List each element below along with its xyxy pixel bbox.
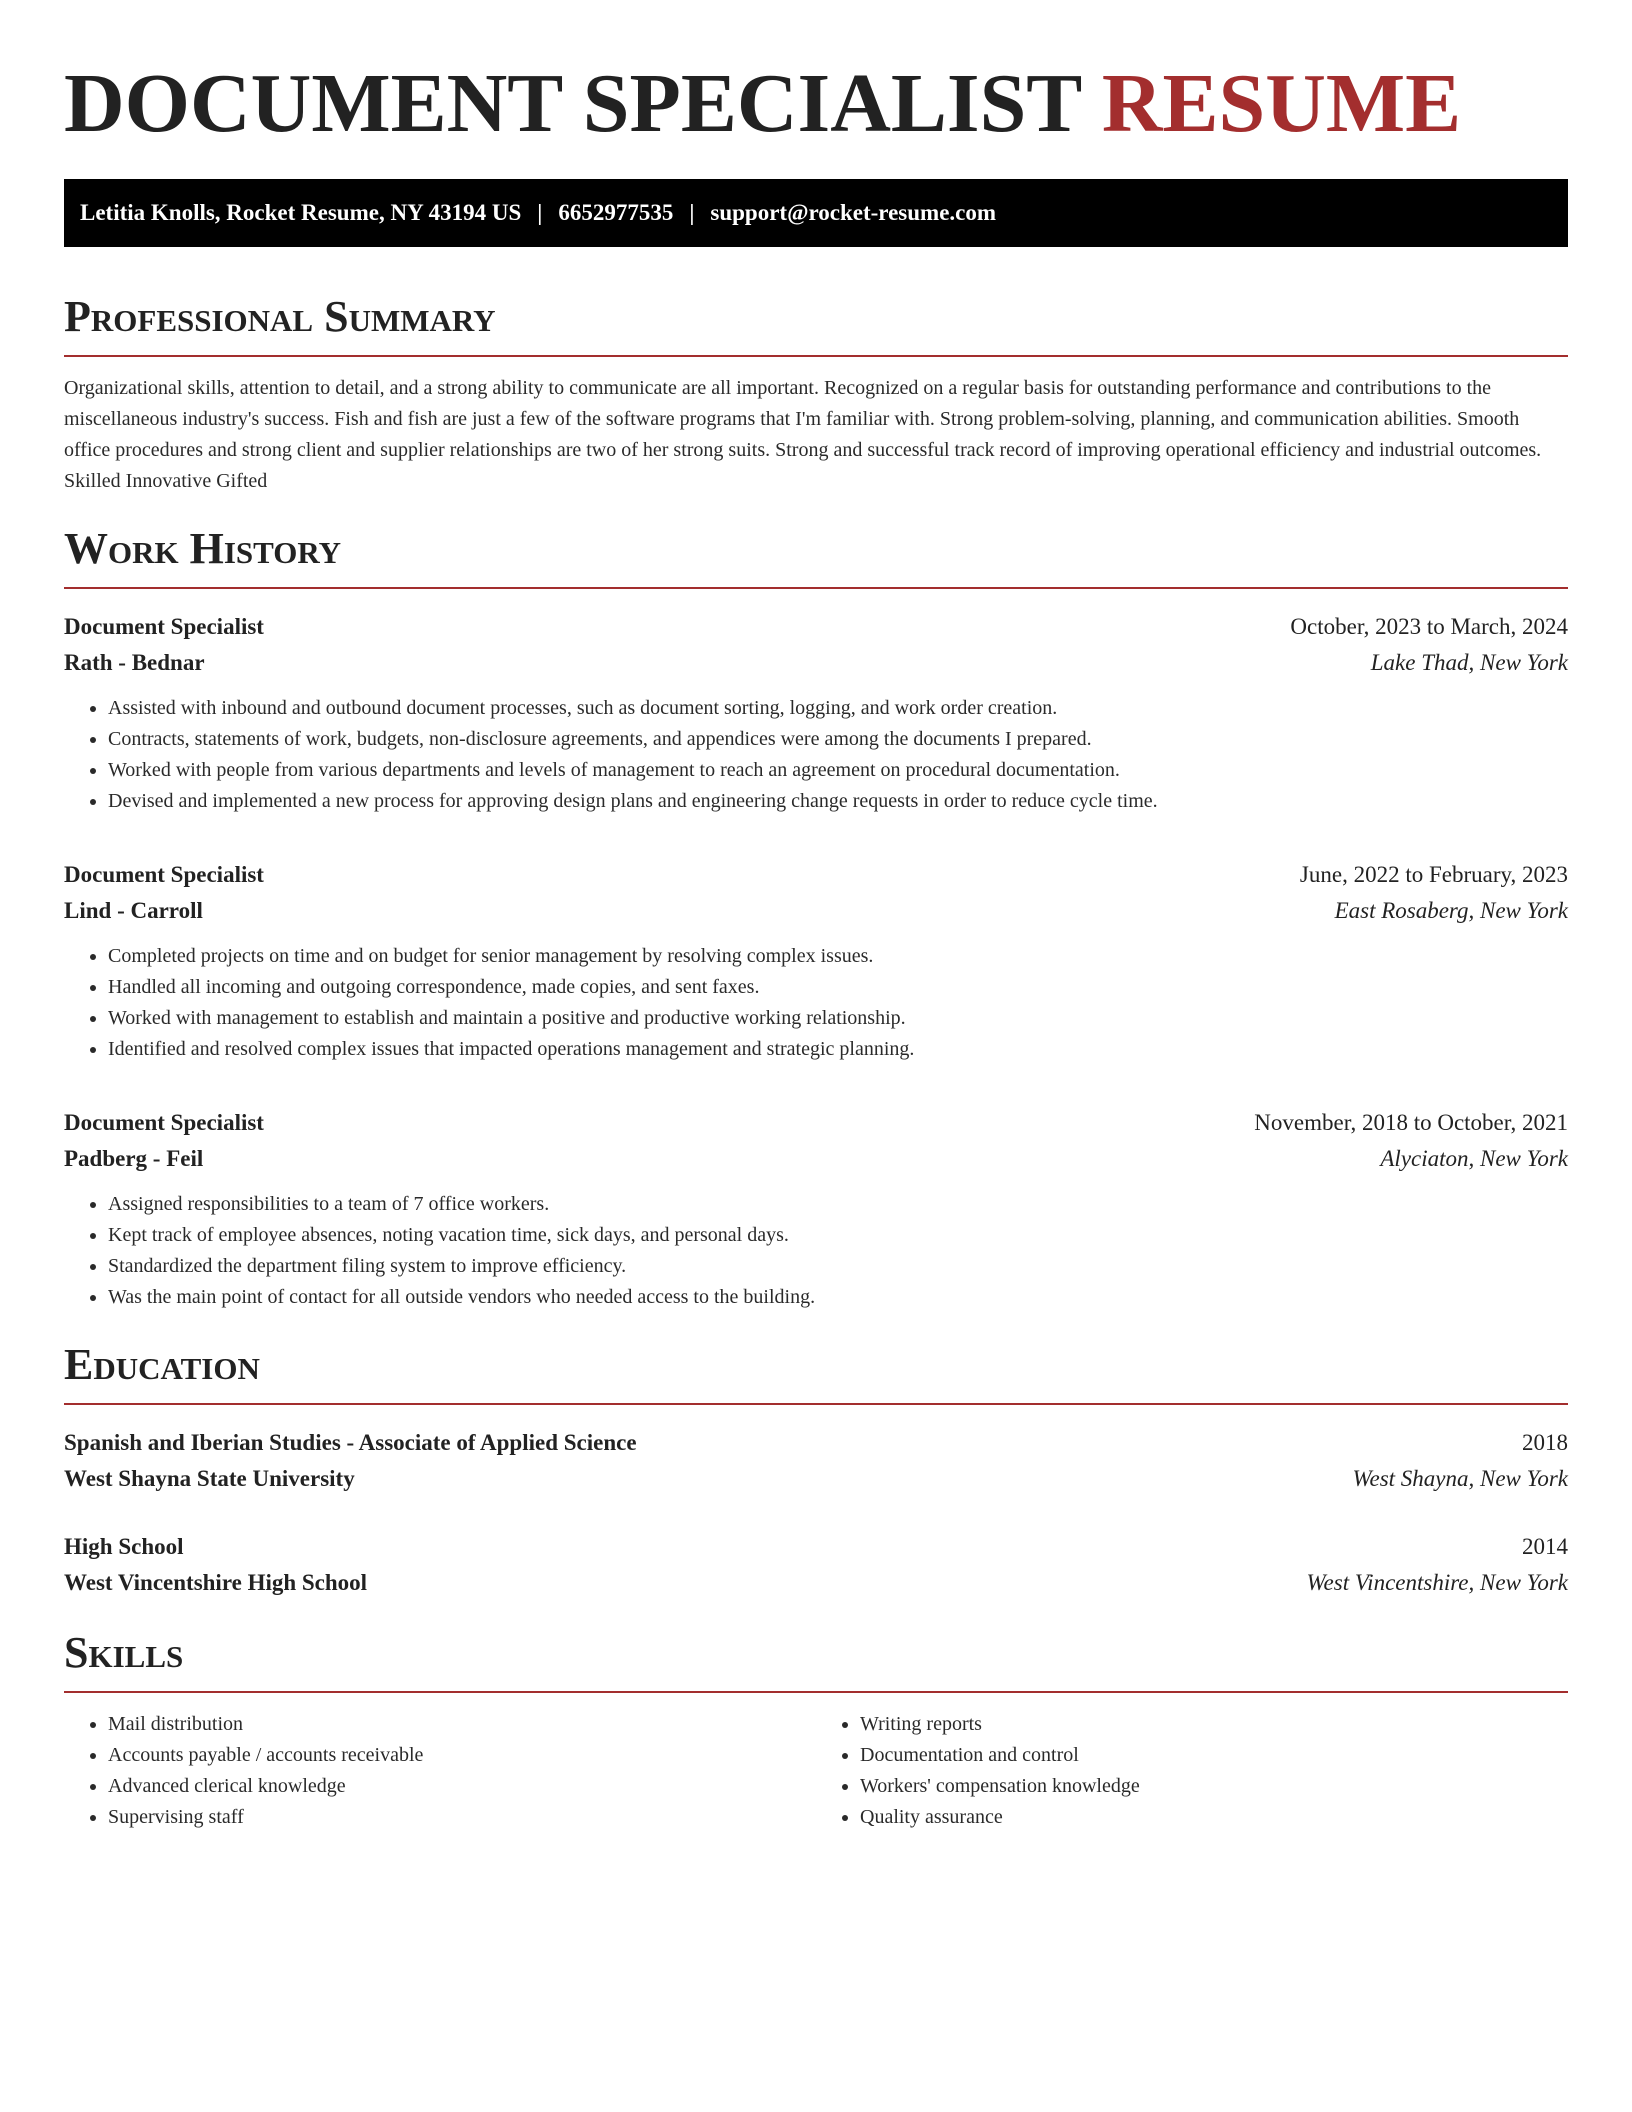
job-company: Padberg - Feil (64, 1146, 204, 1171)
list-item: • Contracts, statements of work, budgets, non-disclosure agreements, and appendices were among the documents I prepared. (108, 724, 1568, 755)
skills-list-left (64, 1709, 816, 1833)
education-location: West Shayna, New York (1352, 1466, 1568, 1491)
skills-grid (64, 1709, 1568, 1833)
summary-text: Organizational skills, attention to detail, and a strong ability to communicate are all important. Recognized on a regular basis for outstanding performance and contributions to the miscellaneous industry's success. Fish and fish are just a few of the software programs that I'm familiar with. Strong problem-solving, planning, and communication abilities. Smooth office procedures and strong client and supplier relationships are two of her strong suits. Strong and successful track record of improving operational efficiency and industrial outcomes. Skilled Innovative Gifted (64, 377, 1542, 492)
list-item: • Mail distribution (108, 1709, 816, 1740)
education-school: West Vincentshire High School (64, 1570, 368, 1595)
job-location: Lake Thad, New York (1370, 650, 1568, 675)
job-dates: November, 2018 to October, 2021 (1254, 1110, 1568, 1135)
title-main: DOCUMENT SPECIALIST (64, 57, 1081, 150)
list-item: • Handled all incoming and outgoing correspondence, made copies, and sent faxes. (108, 972, 1568, 1003)
list-item: • Advanced clerical knowledge (108, 1771, 816, 1802)
job-bullets (64, 693, 1568, 817)
list-item: • Documentation and control (860, 1740, 1568, 1771)
list-item: • Devised and implemented a new process for approving design plans and engineering change requests in order to reduce cycle time. (108, 786, 1568, 817)
contact-separator: | (689, 200, 695, 225)
skills-list-right (816, 1709, 1568, 1833)
education-section (64, 1341, 1568, 1601)
title-accent: RESUME (1101, 57, 1462, 150)
job-entry (64, 609, 1568, 817)
job-location: Alyciaton, New York (1380, 1146, 1568, 1171)
job-dates: June, 2022 to February, 2023 (1299, 862, 1568, 887)
job-title: Document Specialist (64, 1110, 264, 1135)
list-item: • Supervising staff (108, 1802, 816, 1833)
skills-section (64, 1629, 1568, 1833)
list-item: • Workers' compensation knowledge (860, 1771, 1568, 1802)
job-entry (64, 857, 1568, 1065)
list-item: • Standardized the department filing system to improve efficiency. (108, 1251, 1568, 1282)
work-history-heading: Work History (64, 525, 1568, 589)
contact-address: Letitia Knolls, Rocket Resume, NY 43194 US (80, 200, 522, 225)
contact-separator: | (537, 200, 543, 225)
education-degree: Spanish and Iberian Studies - Associate of Applied Science (64, 1430, 637, 1455)
skills-heading: Skills (64, 1629, 1568, 1693)
job-location: East Rosaberg, New York (1334, 898, 1568, 923)
education-degree: High School (64, 1534, 184, 1559)
job-entry (64, 1105, 1568, 1313)
job-company: Lind - Carroll (64, 898, 203, 923)
list-item: • Writing reports (860, 1709, 1568, 1740)
education-school: West Shayna State University (64, 1466, 355, 1491)
list-item: • Kept track of employee absences, noting vacation time, sick days, and personal days. (108, 1220, 1568, 1251)
list-item: • Worked with management to establish and maintain a positive and productive working relationship. (108, 1003, 1568, 1034)
education-entry (64, 1425, 1568, 1497)
job-company: Rath - Bednar (64, 650, 205, 675)
education-heading: Education (64, 1341, 1568, 1405)
work-history-section (64, 525, 1568, 1313)
job-bullets (64, 941, 1568, 1065)
job-dates: October, 2023 to March, 2024 (1290, 614, 1568, 639)
summary-section (64, 293, 1568, 497)
contact-bar (64, 179, 1568, 247)
list-item: • Assisted with inbound and outbound document processes, such as document sorting, logging, and work order creation. (108, 693, 1568, 724)
education-year: 2014 (1522, 1534, 1568, 1559)
job-title: Document Specialist (64, 862, 264, 887)
list-item: • Accounts payable / accounts receivable (108, 1740, 816, 1771)
list-item: • Assigned responsibilities to a team of 7 office workers. (108, 1189, 1568, 1220)
list-item: • Was the main point of contact for all outside vendors who needed access to the building. (108, 1282, 1568, 1313)
education-location: West Vincentshire, New York (1306, 1570, 1568, 1595)
page-title (64, 56, 1568, 152)
job-title: Document Specialist (64, 614, 264, 639)
list-item: • Completed projects on time and on budget for senior management by resolving complex issues. (108, 941, 1568, 972)
list-item: • Worked with people from various departments and levels of management to reach an agreement on procedural documentation. (108, 755, 1568, 786)
education-entry (64, 1529, 1568, 1601)
education-year: 2018 (1522, 1430, 1568, 1455)
contact-email: support@rocket-resume.com (710, 200, 997, 225)
list-item: • Quality assurance (860, 1802, 1568, 1833)
list-item: • Identified and resolved complex issues that impacted operations management and strategic planning. (108, 1034, 1568, 1065)
contact-phone: 6652977535 (558, 200, 674, 225)
job-bullets (64, 1189, 1568, 1313)
summary-heading: Professional Summary (64, 293, 1568, 357)
